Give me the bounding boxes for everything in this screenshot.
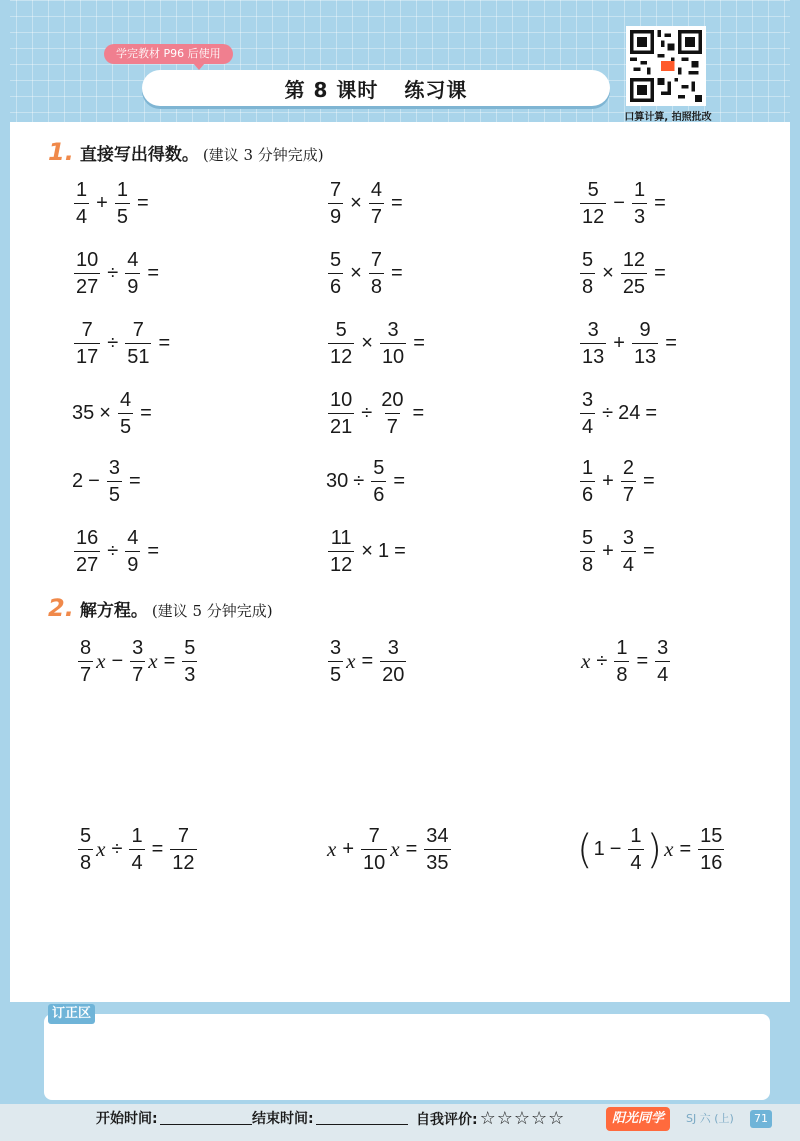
operator: + [96,192,108,214]
denominator: 8 [580,551,595,575]
fraction [125,528,140,575]
numerator: 1 [633,179,646,201]
problem-9 [578,320,682,367]
equals-sign: = [654,262,666,284]
denominator: 13 [580,343,606,367]
whole-number: 24 [618,402,641,424]
problem-6 [578,250,671,297]
fraction [379,390,405,437]
page-number: 71 [750,1110,772,1128]
fraction [580,528,595,575]
operator: × [361,332,373,354]
qr-caption: 口算计算, 拍照批改 [624,112,712,123]
section-2-hint: (建议 5 分钟完成) [151,602,273,620]
operator: ÷ [602,402,614,424]
start-time [96,1108,252,1128]
equals-sign: = [645,402,658,424]
section-1-hint: (建议 3 分钟完成) [202,146,324,164]
numerator: 12 [622,249,646,271]
problem-2 [326,180,408,227]
denominator: 5 [118,413,133,437]
numerator: 5 [330,249,342,271]
numerator: 3 [108,457,120,479]
problem-3 [578,180,671,227]
equals-sign: = [147,540,160,562]
equals-sign: = [390,192,403,214]
numerator: 2 [622,457,634,479]
denominator: 6 [328,273,343,297]
whole-number: 35 [72,402,95,424]
denominator: 12 [328,343,354,367]
self-eval-label: 自我评价: [416,1111,478,1128]
operator: − [88,470,100,492]
numerator: 1 [116,179,128,201]
section-1-title: 直接写出得数。 [79,145,199,165]
denominator: 6 [371,481,386,505]
numerator: 20 [381,389,404,411]
equals-sign: = [412,402,425,424]
denominator: 4 [621,551,636,575]
equals-sign: = [147,262,160,284]
fraction [328,250,343,297]
qr-code-icon[interactable] [626,26,706,106]
problem-18 [578,528,660,575]
operator: ÷ [107,540,119,562]
denominator: 27 [74,273,100,297]
denominator: 9 [125,551,140,575]
denominator: 7 [369,203,384,227]
problem-5 [326,250,408,297]
numerator: 5 [335,319,347,341]
fraction [380,320,406,367]
whole-number: 2 [72,470,84,492]
denominator: 7 [385,413,400,437]
problem-11 [326,390,429,437]
fraction [580,458,595,505]
numerator: 3 [582,389,594,411]
numerator: 1 [582,457,594,479]
fraction [621,458,636,505]
denominator: 21 [328,413,354,437]
fraction [328,180,343,227]
denominator: 8 [369,273,384,297]
star-rating-icon[interactable]: ☆☆☆☆☆ [479,1108,566,1129]
numerator: 4 [127,249,139,271]
equals-sign: = [136,192,149,214]
fraction [74,250,100,297]
operator: ÷ [107,262,119,284]
operator: × [350,262,362,284]
problem-1 [72,180,154,227]
numerator: 10 [330,389,353,411]
numerator: 10 [76,249,99,271]
fraction [621,250,647,297]
section-1-number: 1. [48,138,74,166]
denominator: 10 [380,343,406,367]
section-2-title: 解方程。 [79,601,148,621]
numerator: 7 [132,319,144,341]
denominator: 9 [328,203,343,227]
end-time-field[interactable] [316,1111,408,1125]
fraction [125,320,151,367]
denominator: 6 [580,481,595,505]
equation-2: $\frac{3}{5}$ x = $\frac{3}{20}$ [330,637,405,686]
equation-1: $\frac{8}{7}$ x − $\frac{3}{7}$ x = $\frac{5}{3}$ [80,637,196,686]
numerator: 7 [81,319,93,341]
numerator: 3 [622,527,634,549]
left-strip [0,0,10,1141]
fraction [632,320,658,367]
lesson-number: 第 8 课时 [284,77,379,102]
fraction [369,250,384,297]
equation-6: ( 1 − $\frac{1}{4}$ ) x = $\frac{15}{16}$ [577,825,723,874]
fraction [328,320,354,367]
denominator: 17 [74,343,100,367]
fraction [125,250,140,297]
fraction [580,390,595,437]
end-time-label: 结束时间: [252,1111,314,1127]
denominator: 7 [621,481,636,505]
equals-sign: = [393,470,406,492]
equals-sign: = [654,192,666,214]
fraction [580,180,606,227]
problem-16 [72,528,164,575]
problem-4 [72,250,164,297]
operator: ÷ [361,402,373,424]
fraction [621,528,636,575]
numerator: 11 [330,527,352,549]
denominator: 8 [580,273,595,297]
fraction [632,180,647,227]
equals-sign: = [642,470,655,492]
operator: × [361,540,373,562]
operator: × [602,262,614,284]
problem-14 [326,458,410,505]
numerator: 4 [127,527,139,549]
problem-12 [578,390,662,437]
operator: + [602,470,614,492]
fraction [328,528,354,575]
lesson-name: 练习课 [404,77,468,102]
equation-4: $\frac{5}{8}$ x ÷ $\frac{1}{4}$ = $\frac{7}{12}$ [80,825,195,874]
right-strip [790,0,800,1141]
problem-7 [72,320,175,367]
fraction [74,528,100,575]
denominator: 5 [115,203,130,227]
equals-sign: = [394,540,406,562]
numerator: 7 [370,249,382,271]
denominator: 12 [580,203,606,227]
fraction [369,180,384,227]
equals-sign: = [665,332,677,354]
fraction [74,320,100,367]
numerator: 5 [582,527,594,549]
numerator: 4 [370,179,382,201]
fraction [328,390,354,437]
operator: − [613,192,625,214]
numerator: 1 [76,179,88,201]
numerator: 5 [373,457,385,479]
operator: × [350,192,362,214]
equals-sign: = [390,262,403,284]
section-1-heading [48,138,324,166]
fraction [115,180,130,227]
brand-logo: 阳光同学 [606,1107,670,1131]
denominator: 25 [621,273,647,297]
fraction [118,390,133,437]
numerator: 5 [587,179,599,201]
denominator: 13 [632,343,658,367]
self-evaluation [416,1108,565,1129]
operator: + [602,540,614,562]
numerator: 3 [587,319,599,341]
numerator: 9 [639,319,651,341]
problem-13 [72,458,146,505]
section-2-number: 2. [48,594,74,622]
correction-area[interactable] [44,1014,770,1100]
section-2-heading [48,594,273,622]
fraction [580,250,595,297]
operator: + [613,332,625,354]
denominator: 9 [125,273,140,297]
equals-sign: = [128,470,141,492]
equals-sign: = [642,540,655,562]
problem-17 [326,528,411,575]
equation-5: x + $\frac{7}{10}$ x = $\frac{34}{35}$ [327,825,449,874]
fraction [107,458,122,505]
correction-label: 订正区 [48,1004,95,1024]
problem-15 [578,458,660,505]
equals-sign: = [413,332,425,354]
fraction [371,458,386,505]
numerator: 4 [119,389,132,411]
operator: ÷ [353,470,365,492]
denominator: 27 [74,551,100,575]
denominator: 4 [580,413,595,437]
numerator: 3 [387,319,399,341]
operator: × [99,402,111,424]
denominator: 51 [125,343,151,367]
fraction [74,180,89,227]
start-time-field[interactable] [160,1111,252,1125]
start-time-label: 开始时间: [96,1111,158,1127]
numerator: 16 [76,527,99,549]
whole-number: 1 [377,540,390,562]
equals-sign: = [158,332,171,354]
whole-number: 30 [326,470,349,492]
denominator: 12 [328,551,354,575]
denominator: 3 [632,203,647,227]
fraction [580,320,606,367]
operator: ÷ [107,332,119,354]
denominator: 5 [107,481,122,505]
problem-10 [72,390,157,437]
page-title [142,70,610,106]
problem-8 [326,320,430,367]
numerator: 5 [582,249,594,271]
grade-label: SJ 六 (上) [686,1112,734,1125]
denominator: 4 [74,203,89,227]
usage-tag: 学完教材 P96 后使用 [104,44,233,64]
numerator: 7 [330,179,342,201]
end-time [252,1108,408,1128]
equals-sign: = [140,402,152,424]
equation-3: x ÷ $\frac{1}{8}$ = $\frac{3}{4}$ [581,637,669,686]
